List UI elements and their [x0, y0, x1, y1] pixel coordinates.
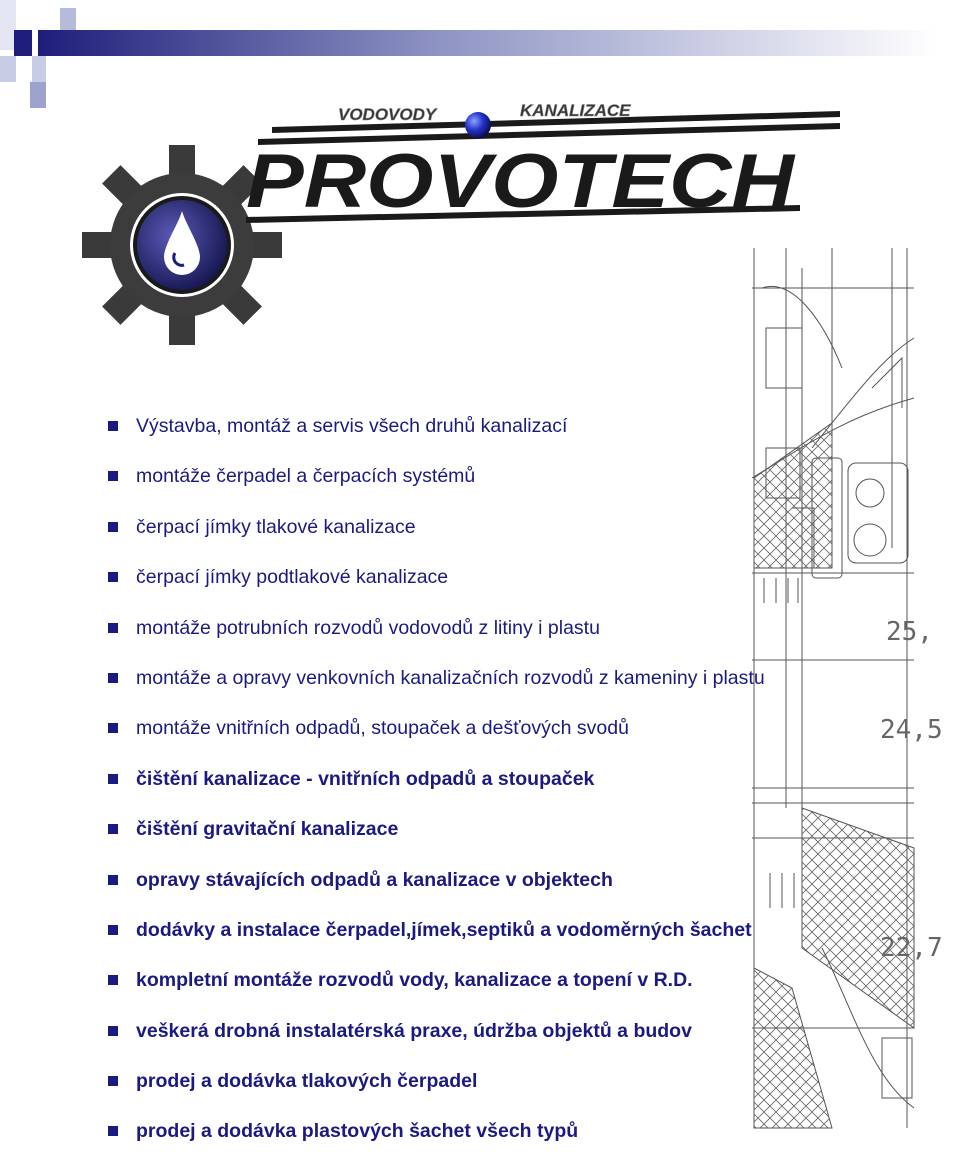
bullet-square-icon	[108, 623, 118, 633]
header-gradient-bar	[0, 0, 960, 110]
bullet-square-icon	[108, 1076, 118, 1086]
list-item-text: veškerá drobná instalatérská praxe, údržba objektů a budov	[136, 1019, 692, 1042]
list-item-text: prodej a dodávka plastových šachet všech typů	[136, 1120, 579, 1143]
bullet-square-icon	[108, 1126, 118, 1136]
list-item-text: čištění gravitační kanalizace	[136, 818, 399, 841]
bullet-square-icon	[108, 522, 118, 532]
list-item-text: montáže čerpadel a čerpacích systémů	[136, 465, 476, 488]
bullet-square-icon	[108, 421, 118, 431]
bullet-square-icon	[108, 572, 118, 582]
logo-vodovody: VODOVODY	[338, 105, 437, 124]
list-item-text: kompletní montáže rozvodů vody, kanalizace a topení v R.D.	[136, 969, 693, 992]
list-item-text: montáže a opravy venkovních kanalizačních rozvodů z kameniny i plastu	[136, 666, 765, 689]
technical-drawing	[752, 248, 943, 1128]
list-item-text: montáže vnitřních odpadů, stoupaček a dešťových svodů	[136, 717, 629, 740]
bullet-square-icon	[108, 925, 118, 935]
bullet-square-icon	[108, 774, 118, 784]
list-item-text: čerpací jímky podtlakové kanalizace	[136, 566, 449, 589]
provotech-logo	[80, 95, 840, 345]
bullet-square-icon	[108, 975, 118, 985]
list-item-text: Výstavba, montáž a servis všech druhů kanalizací	[136, 415, 568, 437]
bullet-square-icon	[108, 1026, 118, 1036]
bullet-square-icon	[108, 824, 118, 834]
list-item-text: dodávky a instalace čerpadel,jímek,septiků a vodoměrných šachet	[136, 918, 752, 941]
blueprint-label-3: 22,7	[880, 933, 943, 963]
list-item-text: montáže potrubních rozvodů vodovodů z litiny i plastu	[136, 616, 600, 639]
logo-brand-text: PROVOTECH	[246, 139, 797, 224]
blueprint-label-1: 25,	[886, 617, 933, 647]
logo-kanalizace: KANALIZACE	[520, 101, 631, 120]
bullet-square-icon	[108, 673, 118, 683]
list-item-text: opravy stávajících odpadů a kanalizace v objektech	[136, 868, 613, 891]
list-item-text: prodej a dodávka tlakových čerpadel	[136, 1070, 478, 1093]
bullet-square-icon	[108, 723, 118, 733]
logo-blue-ball	[465, 112, 491, 138]
blueprint-label-2: 24,5	[880, 715, 943, 745]
bullet-square-icon	[108, 471, 118, 481]
list-item-text: čištění kanalizace - vnitřních odpadů a stoupaček	[136, 767, 595, 790]
bullet-square-icon	[108, 875, 118, 885]
list-item-text: čerpací jímky tlakové kanalizace	[136, 515, 416, 538]
